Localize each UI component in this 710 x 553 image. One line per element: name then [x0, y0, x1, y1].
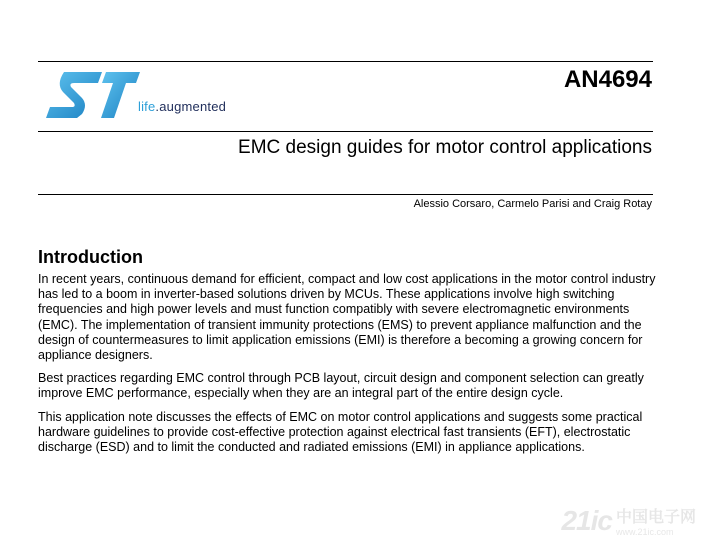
paragraph: Best practices regarding EMC control through PCB layout, circuit design and component selection can greatly improve EMC performance, especially when they are an integral part of the entire design cycle. — [38, 371, 644, 401]
section-heading: Introduction — [38, 247, 143, 267]
paragraph: This application note discusses the effects of EMC on motor control applications and suggests some practical hardware guidelines to provide cost-effective protection against electrical fast transients (EFT), electrostatic discharge (ESD) and to limit the conducted and radiated emissions (EMI) in appliance applications. — [38, 409, 643, 455]
st-logo — [44, 70, 140, 118]
paragraph: In recent years, continuous demand for efficient, compact and low cost applications in the motor control industry has led to a boom in inverter-based solutions driven by MCUs. These applications involve high switching frequencies and high power levels and must function compatibly with severe electromagnetic environments (EMC). The implementation of transient immunity protections (EMS) to prevent appliance malfunction and the design of countermeasures to limit application emissions (EMI) is therefore a becoming a growing concern for appliance designers. — [38, 272, 656, 363]
title-rule-upper — [38, 131, 653, 132]
brand-tagline: life.augmented — [138, 99, 227, 114]
watermark-logo: 21ic — [561, 504, 612, 536]
section-body — [38, 272, 658, 463]
watermark — [561, 504, 696, 537]
watermark-url: www.21ic.com — [615, 527, 674, 537]
authors: Alessio Corsaro, Carmelo Parisi and Craig Rotay — [413, 198, 652, 210]
watermark-text: 中国电子网 — [615, 509, 696, 526]
document-title: EMC design guides for motor control applications — [238, 137, 652, 158]
title-rule-lower — [38, 194, 653, 195]
top-rule — [38, 61, 653, 62]
document-number: AN4694 — [563, 66, 652, 93]
